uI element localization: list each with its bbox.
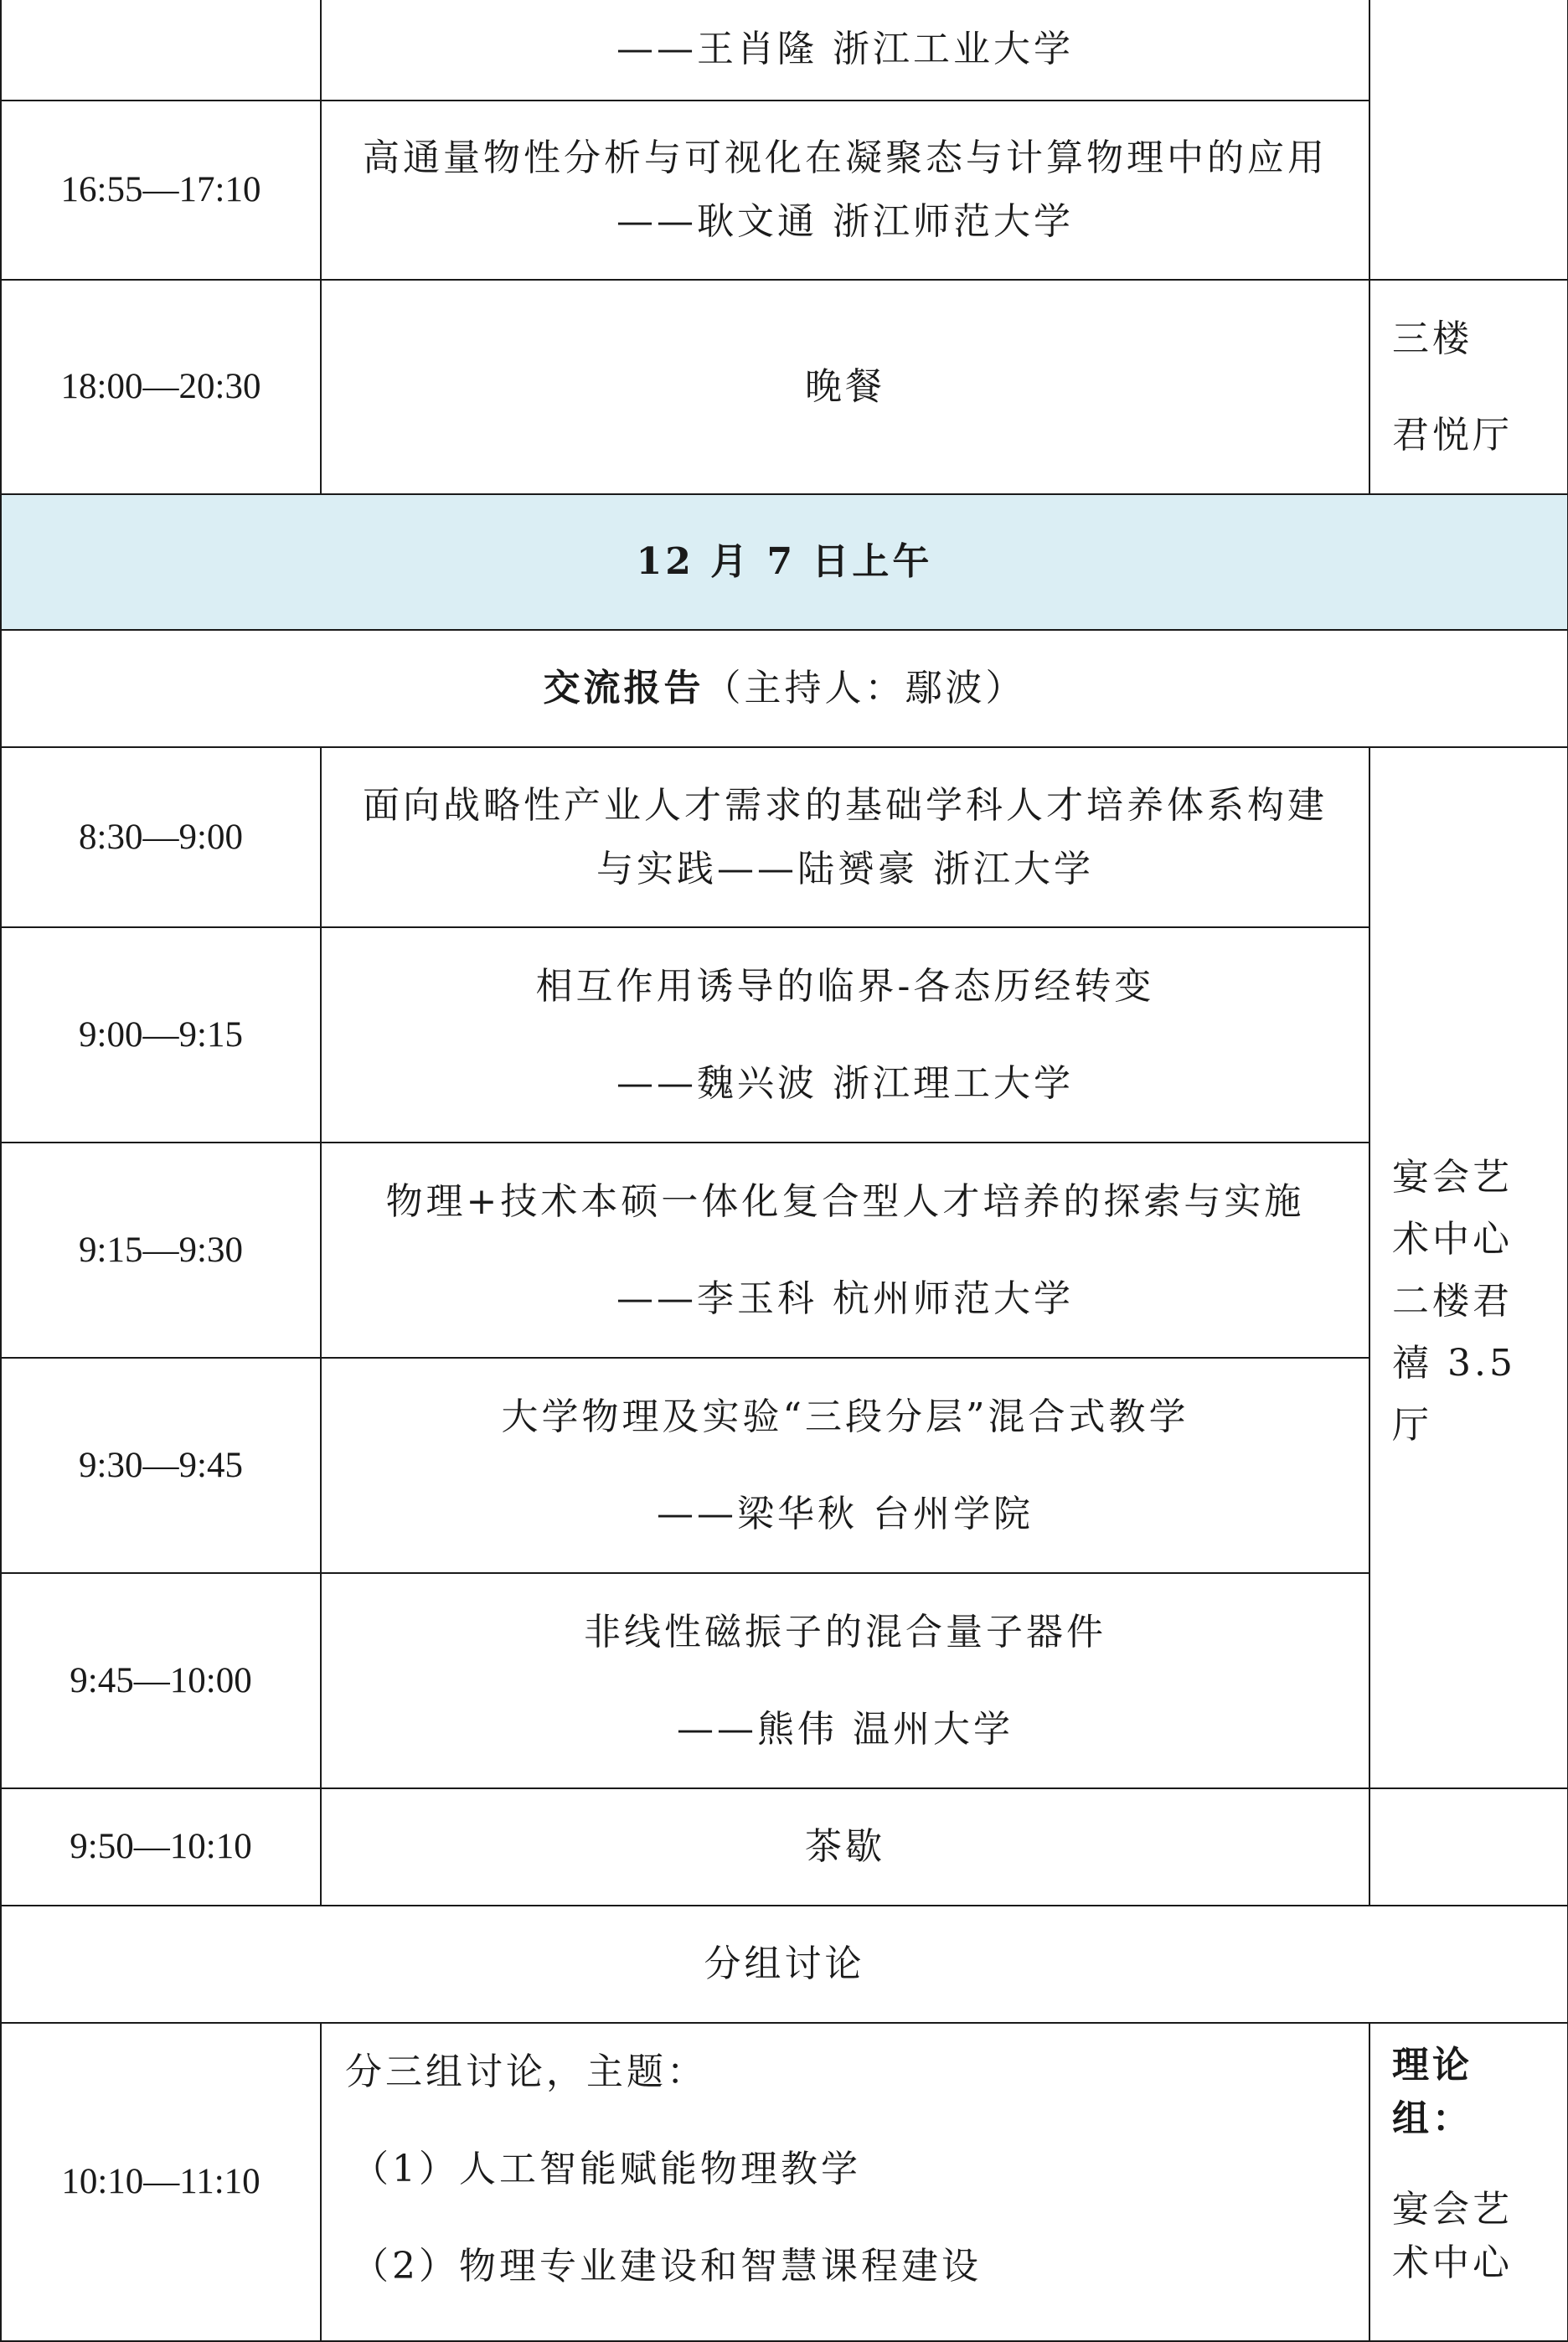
- group-header: 分组讨论: [1, 1906, 1568, 2023]
- talk-cell: [321, 1143, 1369, 1358]
- table-row: [1, 630, 1568, 747]
- day-header: 12 月 7 日上午: [1, 494, 1568, 630]
- discussion-intro: 分三组讨论，主题：: [345, 2051, 707, 2093]
- speaker-text: ——李玉科 杭州师范大学: [616, 1277, 1074, 1320]
- venue-line: 术中心: [1392, 1217, 1513, 1261]
- venue-line: 术中心: [1392, 2241, 1513, 2284]
- table-row: [1, 101, 1568, 280]
- talk-title: 物理+技术本硕一体化复合型人才培养的探索与实施: [385, 1179, 1305, 1223]
- table-row: [1, 2023, 1568, 2341]
- venue-cell: [1369, 2023, 1568, 2341]
- table-row: [1, 0, 1568, 101]
- time-cell: 10:10—11:10: [1, 2023, 321, 2341]
- time-cell: 9:45—10:00: [1, 1573, 321, 1788]
- venue-cell: [1369, 280, 1568, 494]
- venue-cell: [1369, 0, 1568, 280]
- talk-cell: [321, 101, 1369, 280]
- talk-title: 非线性磁振子的混合量子器件: [584, 1610, 1106, 1653]
- speaker-text: ——熊伟 温州大学: [677, 1707, 1014, 1751]
- talk-title: 高通量物性分析与可视化在凝聚态与计算物理中的应用: [363, 137, 1328, 179]
- discussion-topic: （1）人工智能赋能物理教学: [352, 2148, 861, 2190]
- time-cell: 9:30—9:45: [1, 1358, 321, 1573]
- talk-cell: 茶歇: [321, 1788, 1369, 1906]
- venue-line: 宴会艺: [1392, 2188, 1513, 2231]
- time-cell: 16:55—17:10: [1, 101, 321, 280]
- talk-cell: [321, 1573, 1369, 1788]
- venue-group-label: 理论: [1392, 2044, 1473, 2087]
- table-row: [1, 1788, 1568, 1906]
- table-row: [1, 927, 1568, 1143]
- speaker-text: ——梁华秋 台州学院: [657, 1492, 1034, 1535]
- table-row: [1, 1906, 1568, 2023]
- table-row: [1, 280, 1568, 494]
- venue-cell: [1369, 747, 1568, 1788]
- table-row: [1, 1358, 1568, 1573]
- time-cell: [1, 0, 321, 101]
- time-cell: 8:30—9:00: [1, 747, 321, 927]
- venue-line: 禧 3.5 厅: [1392, 1341, 1516, 1447]
- venue-line: 三楼: [1392, 317, 1473, 360]
- time-cell: 9:15—9:30: [1, 1143, 321, 1358]
- venue-cell: [1369, 1788, 1568, 1906]
- table-row: [1, 747, 1568, 927]
- speaker-text: ——耿文通 浙江师范大学: [616, 200, 1074, 243]
- talk-title: 相互作用诱导的临界-各态历经转变: [535, 964, 1155, 1008]
- talk-cell: [321, 2023, 1369, 2341]
- table-row: [1, 1573, 1568, 1788]
- venue-line: 君悦厅: [1392, 414, 1513, 457]
- speaker-text: ——王肖隆 浙江工业大学: [616, 27, 1074, 70]
- session-host: （主持人：鄢波）: [704, 667, 1026, 709]
- talk-cell: [321, 1358, 1369, 1573]
- venue-line: 宴会艺: [1392, 1155, 1513, 1199]
- talk-cell: [321, 0, 1369, 101]
- venue-group-label: 组：: [1392, 2097, 1473, 2140]
- session-title: 交流报告: [543, 667, 704, 709]
- speaker-text: 与实践——陆赟豪 浙江大学: [596, 847, 1094, 890]
- talk-title: 面向战略性产业人才需求的基础学科人才培养体系构建: [363, 783, 1328, 827]
- talk-cell: [321, 747, 1369, 927]
- venue-line: 二楼君: [1392, 1279, 1513, 1323]
- speaker-text: ——魏兴波 浙江理工大学: [616, 1061, 1074, 1105]
- session-header: [1, 630, 1568, 747]
- talk-cell: [321, 927, 1369, 1143]
- talk-title: 大学物理及实验“三段分层”混合式教学: [501, 1395, 1189, 1438]
- time-cell: 9:00—9:15: [1, 927, 321, 1143]
- time-cell: 18:00—20:30: [1, 280, 321, 494]
- table-row: [1, 494, 1568, 630]
- time-cell: 9:50—10:10: [1, 1788, 321, 1906]
- talk-cell: 晚餐: [321, 280, 1369, 494]
- table-row: [1, 1143, 1568, 1358]
- discussion-topic: （2）物理专业建设和智慧课程建设: [352, 2245, 982, 2288]
